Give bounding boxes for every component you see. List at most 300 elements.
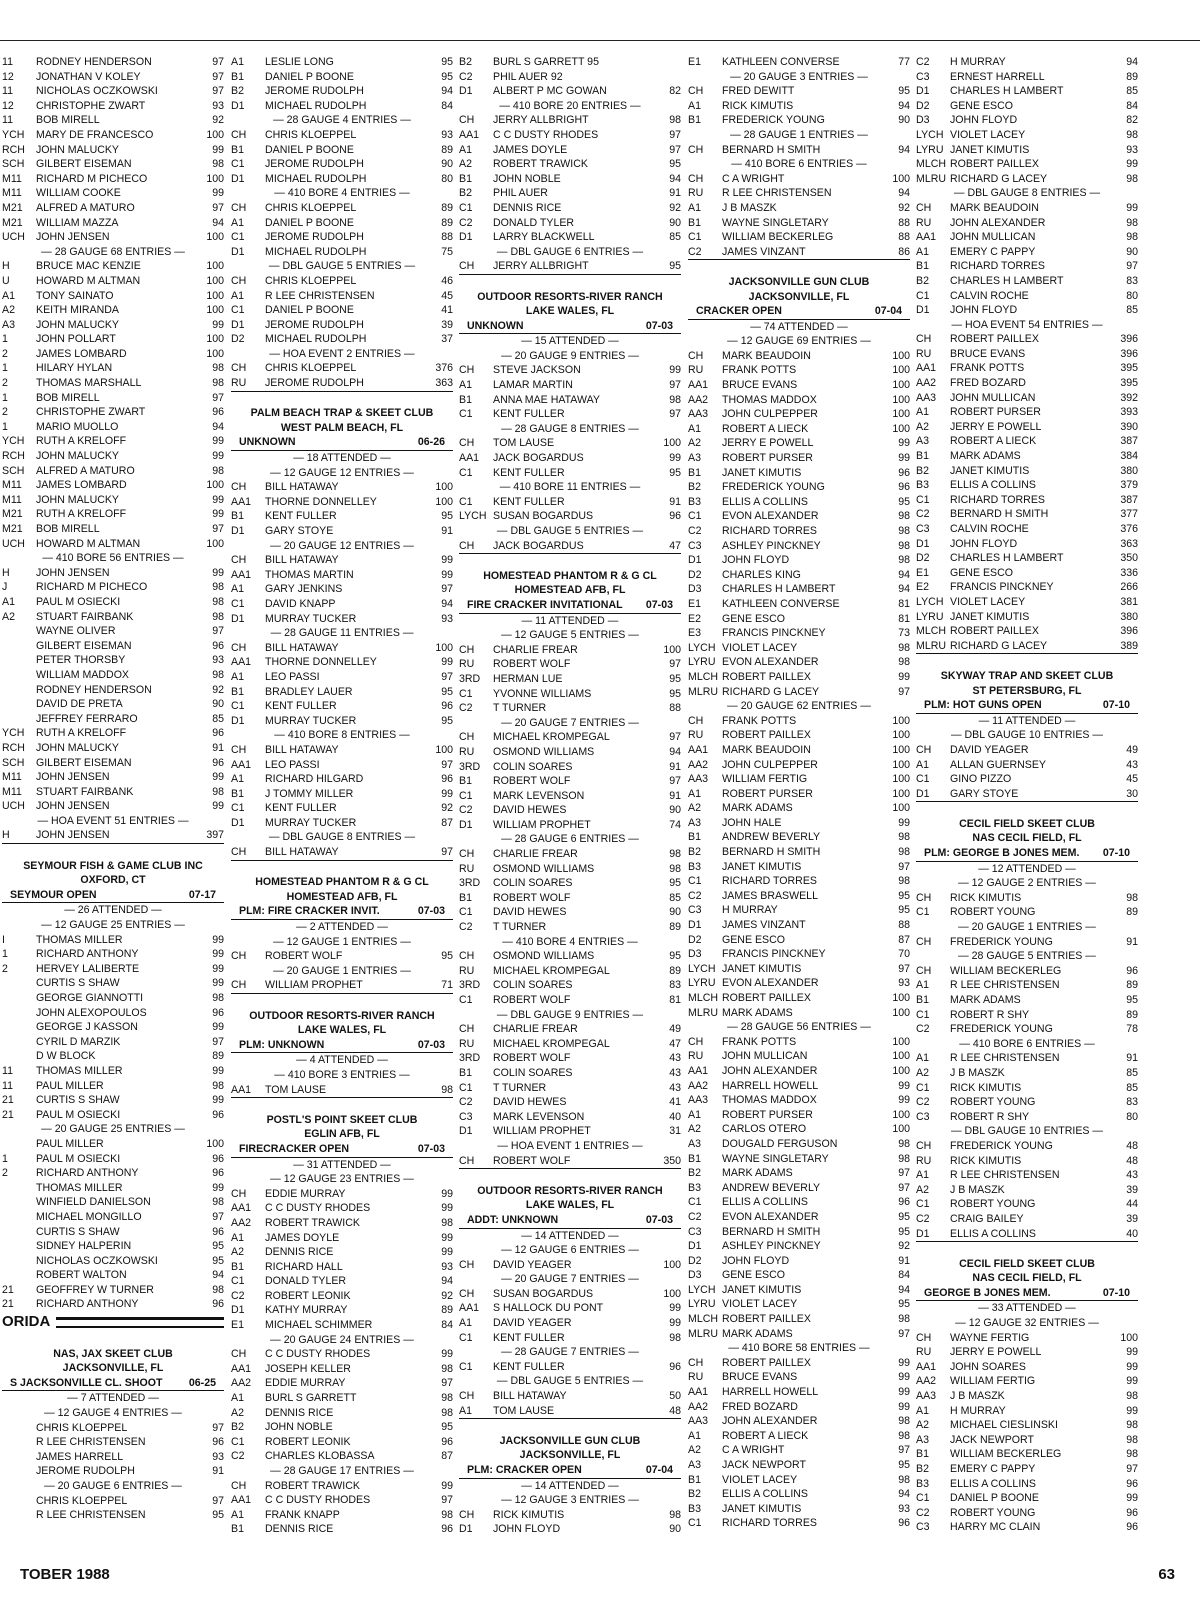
event-divider: — 28 GAUGE 11 ENTRIES — <box>270 627 414 640</box>
result-row <box>916 143 1138 158</box>
score: 96 <box>441 700 453 713</box>
score: 100 <box>892 408 910 421</box>
shooter-name: PAUL M OSIECKI <box>36 1152 121 1165</box>
score: 98 <box>212 1283 224 1296</box>
score: 98 <box>212 668 224 681</box>
shooter-name: JOHN MULLICAN <box>950 391 1036 404</box>
shooter-name: ROBERT A LIECK <box>722 422 809 435</box>
result-row <box>688 626 910 641</box>
result-row <box>2 128 224 143</box>
score: 99 <box>212 508 224 521</box>
result-row <box>231 714 453 729</box>
club-heading: NAS, JAX SKEET CLUB <box>53 1347 173 1360</box>
class-label: D1 <box>231 714 245 727</box>
score: 99 <box>898 1400 910 1413</box>
class-label: E1 <box>688 597 701 610</box>
shooter-name: NICHOLAS OCZKOWSKI <box>36 1254 158 1267</box>
shooter-name: RICHARD TORRES <box>722 875 817 888</box>
shooter-name: HILARY HYLAN <box>36 362 113 375</box>
shooter-name: CHRIS KLOEPPEL <box>265 201 357 214</box>
score: 98 <box>441 1406 453 1419</box>
shooter-name: CHRIS KLOEPPEL <box>265 128 357 141</box>
class-label: C2 <box>916 1212 930 1225</box>
score: 98 <box>669 862 681 875</box>
score: 98 <box>898 641 910 654</box>
results-column-5 <box>916 55 1138 1535</box>
result-row <box>459 495 681 510</box>
shooter-name: JOHN POLLART <box>36 333 116 346</box>
score: 98 <box>212 464 224 477</box>
shooter-name: ROBERT YOUNG <box>950 1198 1036 1211</box>
class-label: C1 <box>688 231 702 244</box>
score: 100 <box>663 1287 681 1300</box>
result-row <box>459 1022 681 1037</box>
score: 98 <box>212 377 224 390</box>
class-label: AA1 <box>688 1386 709 1399</box>
class-label: RU <box>231 377 247 390</box>
score: 97 <box>441 1377 453 1390</box>
event-divider: — HOA EVENT 51 ENTRIES — <box>37 814 189 827</box>
class-label: A1 <box>916 245 929 258</box>
result-row <box>688 509 910 524</box>
class-label: AA1 <box>459 1302 480 1315</box>
result-row <box>688 685 910 700</box>
result-row <box>459 216 681 231</box>
result-row <box>231 1493 453 1508</box>
score: 90 <box>669 804 681 817</box>
shooter-name: FRED BOZARD <box>950 377 1026 390</box>
class-label: LYRU <box>688 1298 716 1311</box>
shooter-name: PAUL M OSIECKI <box>36 595 121 608</box>
shooter-name: FRED DEWITT <box>722 85 795 98</box>
score: 392 <box>1120 391 1138 404</box>
shooter-name: DAVID DE PRETA <box>36 698 123 711</box>
shooter-name: GILBERT EISEMAN <box>36 756 132 769</box>
class-label: C1 <box>231 802 245 815</box>
result-row <box>231 743 453 758</box>
shoot-title <box>231 1142 453 1158</box>
shooter-name: ROBERT YOUNG <box>950 1096 1036 1109</box>
result-row <box>459 964 681 979</box>
result-row <box>231 1479 453 1494</box>
result-row <box>688 903 910 918</box>
shooter-name: KATHLEEN CONVERSE <box>722 597 840 610</box>
club-heading: SEYMOUR FISH & GAME CLUB INC <box>23 859 203 872</box>
score: 97 <box>898 1327 910 1340</box>
class-label: CH <box>916 743 932 756</box>
result-row <box>459 363 681 378</box>
score: 100 <box>892 1035 910 1048</box>
shooter-name: LEO PASSI <box>265 758 320 771</box>
result-row <box>231 1435 453 1450</box>
result-row <box>231 582 453 597</box>
class-label: C1 <box>459 687 473 700</box>
result-row <box>688 378 910 393</box>
score: 91 <box>212 1465 224 1478</box>
result-row <box>688 1414 910 1429</box>
shooter-name: RICHARD TORRES <box>722 1517 817 1530</box>
shooter-name: JAMES HARRELL <box>36 1450 124 1463</box>
event-divider: — 12 ATTENDED — <box>978 862 1076 875</box>
event-divider: — 20 GAUGE 9 ENTRIES — <box>501 349 639 362</box>
result-row <box>916 1374 1138 1389</box>
result-row <box>459 657 681 672</box>
score: 97 <box>669 658 681 671</box>
class-label: A1 <box>688 1108 701 1121</box>
result-row <box>916 55 1138 70</box>
event-divider: — 12 GAUGE 12 ENTRIES — <box>270 466 414 479</box>
score: 85 <box>212 712 224 725</box>
score: 387 <box>1120 435 1138 448</box>
shooter-name: DONALD TYLER <box>265 1275 347 1288</box>
class-label: A1 <box>459 379 472 392</box>
score: 43 <box>669 1081 681 1094</box>
shooter-name: COLIN SOARES <box>493 877 573 890</box>
class-label: CH <box>231 979 247 992</box>
score: 100 <box>435 495 453 508</box>
result-row <box>916 128 1138 143</box>
score: 84 <box>441 1319 453 1332</box>
event-divider: — 20 GAUGE 7 ENTRIES — <box>501 716 639 729</box>
result-row <box>916 1022 1138 1037</box>
score: 95 <box>669 158 681 171</box>
result-row <box>2 507 224 522</box>
result-row <box>688 1370 910 1385</box>
score: 89 <box>669 921 681 934</box>
result-row <box>688 1152 910 1167</box>
result-row <box>916 964 1138 979</box>
event-divider: — 12 GAUGE 6 ENTRIES — <box>501 1244 639 1257</box>
result-row <box>916 376 1138 391</box>
club-heading: NAS CECIL FIELD, FL <box>972 1272 1082 1285</box>
class-label: E3 <box>688 627 701 640</box>
event-divider: — 7 ATTENDED — <box>67 1392 159 1405</box>
score: 99 <box>669 452 681 465</box>
result-row <box>231 376 453 392</box>
shooter-name: JANET KIMUTIS <box>722 466 802 479</box>
class-label: RCH <box>2 741 25 754</box>
event-divider: — 20 GAUGE 6 ENTRIES — <box>44 1480 182 1492</box>
result-row <box>459 1124 681 1139</box>
shooter-name: C A WRIGHT <box>722 172 785 185</box>
result-row <box>459 745 681 760</box>
score: 97 <box>212 56 224 68</box>
shooter-name: RICHARD TORRES <box>950 493 1045 506</box>
result-row <box>916 1095 1138 1110</box>
result-row <box>459 1066 681 1081</box>
result-row <box>688 1385 910 1400</box>
result-row <box>916 1197 1138 1212</box>
score: 94 <box>212 1269 224 1282</box>
score: 98 <box>898 656 910 669</box>
shooter-name: FREDERICK YOUNG <box>950 935 1053 948</box>
club-heading: JACKSONVILLE GUN CLUB <box>728 275 870 288</box>
class-label: D1 <box>231 245 245 258</box>
club-heading: LAKE WALES, FL <box>297 1024 387 1037</box>
class-label: B1 <box>459 891 472 904</box>
result-row <box>231 845 453 861</box>
result-row <box>916 493 1138 508</box>
class-label: A1 <box>916 1052 929 1065</box>
shooter-name: ROBERT TRAWICK <box>493 158 588 171</box>
result-row <box>459 847 681 862</box>
class-label: C1 <box>231 700 245 713</box>
class-label: YCH <box>2 727 25 740</box>
score: 95 <box>898 904 910 917</box>
class-label: U <box>2 274 10 287</box>
shooter-name: JOHN HALE <box>722 816 782 829</box>
shooter-name: ROBERT PAILLEX <box>950 625 1039 638</box>
class-label: LYRU <box>916 610 944 623</box>
shooter-name: JAMES VINZANT <box>722 245 806 258</box>
class-label: CH <box>459 364 475 377</box>
score: 99 <box>898 452 910 465</box>
shooter-name: DONALD TYLER <box>493 216 575 229</box>
shooter-name: CHRISTOPHE ZWART <box>36 406 146 419</box>
score: 100 <box>206 231 224 244</box>
class-label: B1 <box>688 1152 701 1165</box>
shooter-name: ROBERT WOLF <box>493 891 571 904</box>
shooter-name: THOMAS MADDOX <box>722 393 817 406</box>
shooter-name: JAMES LOMBARD <box>36 347 127 360</box>
result-row <box>2 259 224 274</box>
club-heading: JACKSONVILLE GUN CLUB <box>499 1434 641 1447</box>
class-label: B2 <box>688 481 701 494</box>
result-row <box>2 799 224 814</box>
result-row <box>916 347 1138 362</box>
spacer <box>231 1098 453 1113</box>
shooter-name: COLIN SOARES <box>493 1066 573 1079</box>
shooter-name: SUSAN BOGARDUS <box>493 1287 594 1300</box>
result-row <box>916 420 1138 435</box>
score: 98 <box>212 785 224 798</box>
class-label: B2 <box>688 846 701 859</box>
result-row <box>2 361 224 376</box>
result-row <box>916 758 1138 773</box>
class-label: M11 <box>2 187 22 200</box>
shooter-name: GEORGE J KASSON <box>36 1021 138 1034</box>
result-row <box>688 933 910 948</box>
class-label: CH <box>459 114 475 127</box>
class-label: E2 <box>688 612 701 625</box>
score: 98 <box>669 393 681 406</box>
result-row <box>231 655 453 670</box>
shooter-name: T TURNER <box>493 702 547 715</box>
score: 99 <box>441 1231 453 1244</box>
class-label: 3RD <box>459 979 481 992</box>
result-row <box>916 84 1138 99</box>
class-label: C2 <box>688 245 702 258</box>
score: 100 <box>435 743 453 756</box>
shooter-name: STEVE JACKSON <box>493 364 581 377</box>
shooter-name: JAMES VINZANT <box>722 919 806 932</box>
shooter-name: ROBERT TRAWICK <box>265 1216 360 1229</box>
score: 100 <box>892 773 910 786</box>
event-divider: — 410 BORE 4 ENTRIES — <box>274 187 410 200</box>
class-label: CH <box>459 731 475 744</box>
shooter-name: DAVID YEAGER <box>493 1317 572 1330</box>
shooter-name: BERNARD H SMITH <box>722 143 821 156</box>
result-row <box>916 1447 1138 1462</box>
result-row <box>459 1258 681 1273</box>
result-row <box>459 143 681 158</box>
result-row <box>231 1362 453 1377</box>
score: 45 <box>1126 773 1138 786</box>
shooter-name: HARRELL HOWELL <box>722 1386 819 1399</box>
shooter-name: PAUL MILLER <box>36 1137 104 1150</box>
result-row <box>916 624 1138 639</box>
result-row <box>688 1429 910 1444</box>
shooter-name: WILLIAM BECKERLEG <box>950 1448 1062 1461</box>
score: 90 <box>441 158 453 171</box>
event-divider: — 28 GAUGE 17 ENTRIES — <box>270 1465 414 1477</box>
result-row <box>688 186 910 201</box>
shooter-name: MICHAEL KROMPEGAL <box>493 964 610 977</box>
score: 93 <box>441 612 453 625</box>
result-row <box>688 772 910 787</box>
class-label: 2 <box>2 406 8 419</box>
shooter-name: ROBERT A LIECK <box>950 435 1037 448</box>
class-label: C3 <box>688 904 702 917</box>
score: 92 <box>898 201 910 214</box>
score: 100 <box>892 1123 910 1136</box>
score: 85 <box>1126 1066 1138 1079</box>
result-row <box>688 201 910 216</box>
class-label: B1 <box>688 466 701 479</box>
class-label: AA1 <box>231 495 252 508</box>
shooter-name: WILLIAM BECKERLEG <box>950 964 1062 977</box>
shooter-name: WILLIAM PROPHET <box>493 1125 591 1138</box>
result-row <box>688 1283 910 1298</box>
shooter-name: JOHN JENSEN <box>36 800 110 813</box>
class-label: C1 <box>688 1517 702 1530</box>
shooter-name: R LEE CHRISTENSEN <box>36 1436 146 1449</box>
shooter-name: GARY STOYE <box>265 525 334 537</box>
result-row <box>2 683 224 698</box>
class-label: C2 <box>688 889 702 902</box>
score: 100 <box>206 333 224 346</box>
result-row <box>2 303 224 318</box>
score: 100 <box>892 1108 910 1121</box>
shooter-name: CHARLIE FREAR <box>493 848 578 861</box>
score: 97 <box>669 731 681 744</box>
shooter-name: BRUCE EVANS <box>722 379 798 392</box>
score: 89 <box>441 1304 453 1317</box>
result-row <box>231 685 453 700</box>
footer-page-number: 63 <box>1158 1566 1175 1581</box>
result-row <box>916 1462 1138 1477</box>
event-divider: — 2 ATTENDED — <box>296 921 388 934</box>
state-rule <box>56 1317 224 1328</box>
shooter-name: WILLIAM BECKERLEG <box>722 231 834 244</box>
footer-issue: TOBER 1988 <box>20 1566 110 1583</box>
shooter-name: H MURRAY <box>722 904 778 917</box>
event-divider: — 28 GAUGE 6 ENTRIES — <box>501 833 639 846</box>
score: 48 <box>1126 1154 1138 1167</box>
shooter-name: C C DUSTY RHODES <box>265 1202 371 1215</box>
shooter-name: PAUL MILLER <box>36 1079 104 1092</box>
class-label: RU <box>688 729 704 742</box>
shooter-name: FRANK KNAPP <box>265 1508 340 1521</box>
score: 98 <box>669 848 681 861</box>
score: 99 <box>441 1479 453 1492</box>
shoot-date: 07-10 <box>1102 1286 1130 1299</box>
class-label: CH <box>231 481 247 494</box>
class-label: D1 <box>231 99 245 112</box>
score: 78 <box>1126 1023 1138 1036</box>
score: 94 <box>898 187 910 200</box>
class-label: LYCH <box>916 595 944 608</box>
class-label: M11 <box>2 771 22 784</box>
class-label: A2 <box>916 420 929 433</box>
class-label: RU <box>916 1346 932 1359</box>
shooter-name: ROBERT PURSER <box>722 1108 813 1121</box>
class-label: CH <box>231 950 247 963</box>
score: 98 <box>1126 1390 1138 1403</box>
class-label: D1 <box>231 318 245 331</box>
class-label: M21 <box>2 523 23 535</box>
result-row <box>688 787 910 802</box>
score: 397 <box>206 829 224 842</box>
shooter-name: JOHN MULLICAN <box>722 1050 808 1063</box>
result-row <box>916 99 1138 114</box>
event-divider: — 410 BORE 11 ENTRIES — <box>499 481 641 494</box>
result-row <box>2 1093 224 1108</box>
class-label <box>2 1239 36 1254</box>
class-label: C1 <box>459 495 473 508</box>
score: 96 <box>1126 1477 1138 1490</box>
class-label: B2 <box>688 1488 701 1501</box>
class-label: CH <box>231 743 247 756</box>
shooter-name: GINO PIZZO <box>950 773 1012 786</box>
class-label: SCH <box>2 756 25 769</box>
class-label: C1 <box>459 1360 473 1373</box>
score: 43 <box>669 1066 681 1079</box>
shooter-name: JOHN FLOYD <box>493 1523 561 1536</box>
result-row <box>459 451 681 466</box>
score: 99 <box>212 493 224 506</box>
class-label: A1 <box>916 1169 929 1182</box>
shooter-name: R LEE CHRISTENSEN <box>950 1052 1060 1065</box>
score: 100 <box>663 437 681 450</box>
shooter-name: EVON ALEXANDER <box>722 510 819 523</box>
class-label: YCH <box>2 435 25 448</box>
score: 41 <box>441 304 453 317</box>
shooter-name: WILLIAM MADDOX <box>36 668 130 681</box>
class-label: CH <box>459 950 475 963</box>
class-label: LYCH <box>459 510 487 523</box>
result-row <box>231 1449 453 1464</box>
shoot-name: S JACKSONVILLE CL. SHOOT <box>10 1376 163 1389</box>
class-label: AA1 <box>916 1360 937 1373</box>
class-label: CH <box>231 846 247 859</box>
score: 93 <box>212 1450 224 1463</box>
shooter-name: RICHARD G LACEY <box>722 685 820 698</box>
score: 336 <box>1120 566 1138 579</box>
result-row <box>2 785 224 800</box>
class-label: B2 <box>231 85 244 98</box>
shooter-name: JOHN JENSEN <box>36 771 110 784</box>
score: 75 <box>441 245 453 258</box>
shooter-name: BERNARD H SMITH <box>950 508 1049 521</box>
shooter-name: KENT FULLER <box>493 1331 565 1344</box>
shooter-name: MICHAEL RUDOLPH <box>265 333 367 346</box>
result-row <box>459 259 681 275</box>
spacer <box>459 554 681 569</box>
score: 84 <box>898 1269 910 1282</box>
result-row <box>2 289 224 304</box>
score: 96 <box>212 639 224 652</box>
